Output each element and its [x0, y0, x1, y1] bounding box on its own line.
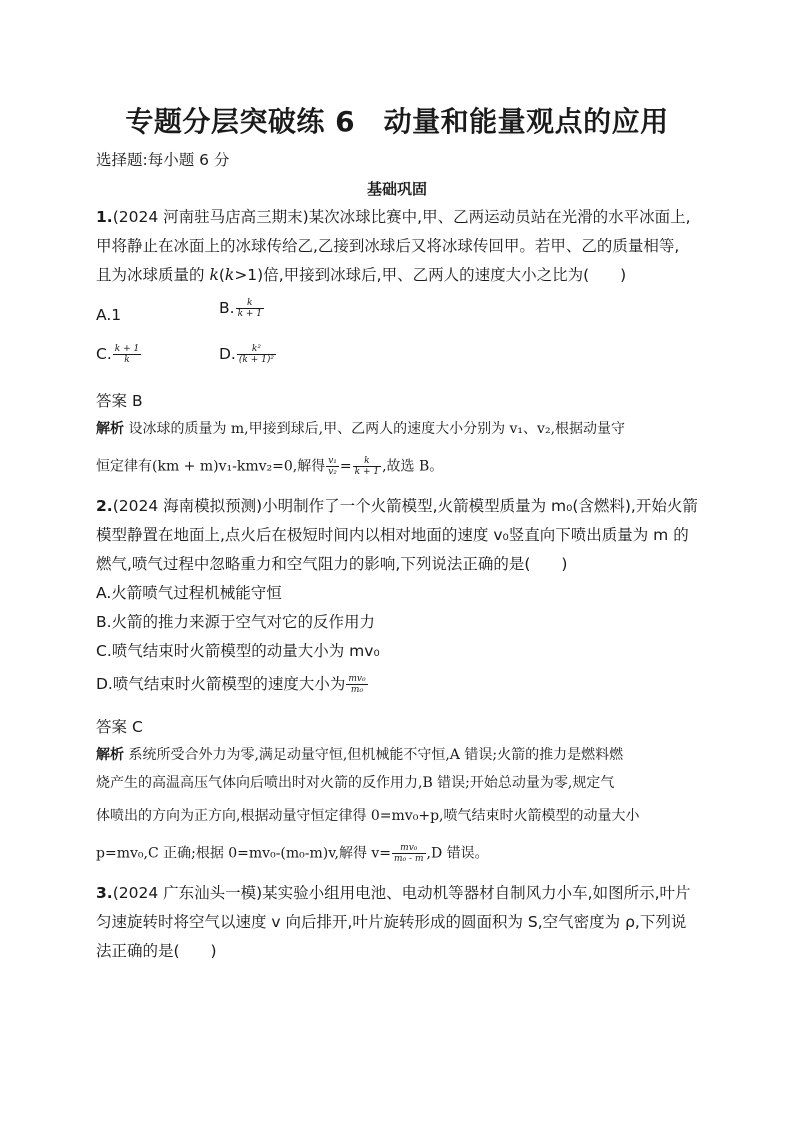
q1-solution-equals: =: [339, 458, 352, 475]
q1-solution-text-2a: 恒定律有(km + m)v₁-kmv₂=0,解得: [96, 458, 326, 475]
q2-solution-line1: [96, 745, 623, 765]
q2-option-c[interactable]: C.喷气结束时火箭模型的动量大小为 mv₀: [96, 642, 380, 660]
q1-solution-frac-den: v₂: [328, 467, 337, 477]
q1-option-b-fraction: [236, 298, 264, 319]
q1-solution-fraction-k: [353, 456, 381, 477]
q2-solution-fraction: [392, 843, 425, 864]
q1-text-1: (2024 河南驻马店高三期末)某次冰球比赛中,甲、乙两运动员站在光滑的水平冰面上,: [112, 208, 691, 226]
q1-option-d-label: D.: [219, 345, 236, 363]
q1-option-c-num: k + 1: [114, 344, 140, 354]
q1-option-b-label: B.: [219, 299, 235, 317]
q1-answer-label: 答案: [96, 392, 128, 410]
q2-option-d-fraction: [346, 674, 367, 695]
q3-number: 3.: [96, 884, 113, 902]
q1-option-d-fraction: [237, 344, 276, 365]
page-title: 专题分层突破练 6 动量和能量观点的应用: [125, 105, 669, 138]
q1-solution-label: 解析: [96, 421, 124, 437]
q1-option-d-num: k²: [237, 344, 276, 355]
q1-answer: [96, 391, 143, 411]
q1-solution-line2: [96, 456, 443, 477]
q1-option-b[interactable]: [219, 298, 265, 319]
q2-answer-label: 答案: [96, 718, 128, 736]
q1-option-b-den: k + 1: [237, 309, 263, 319]
q1-var-k: k: [209, 266, 219, 284]
q1-line3: [96, 265, 626, 285]
subtitle: 选择题:每小题 6 分: [96, 151, 230, 169]
q1-option-c-fraction: [113, 344, 141, 365]
q3-text-1: (2024 广东汕头一模)某实验小组用电池、电动机等器材自制风力小车,如图所示,叶片: [112, 884, 691, 902]
q3-line1: [96, 883, 691, 903]
q1-option-d[interactable]: [219, 344, 277, 365]
q2-option-d-num: mv₀: [348, 674, 366, 684]
q2-answer-value: C: [131, 718, 143, 736]
q1-text-3a: 且为冰球质量的: [96, 266, 210, 284]
q1-line2: 甲将静止在冰面上的冰球传给乙,乙接到冰球后又将冰球传回甲。若甲、乙的质量相等,: [96, 237, 680, 255]
q2-solution-line2: 烧产生的高温高压气体向后喷出时对火箭的反作用力,B 错误;开始总动量为零,规定气: [96, 775, 615, 791]
q1-option-d-den: (k + 1)²: [238, 355, 274, 365]
q1-option-b-num: k: [236, 298, 264, 309]
q1-solution-frac-num-2: k: [353, 456, 381, 467]
q2-solution-text-4b: ,D 错误。: [426, 845, 489, 862]
q2-solution-text-4a: p=mv₀,C 正确;根据 0=mv₀-(m₀-m)v,解得 v=: [96, 845, 392, 862]
q2-option-d-label: D.喷气结束时火箭模型的速度大小为: [96, 675, 346, 693]
section-heading: 基础巩固: [366, 180, 427, 198]
q1-solution-text-1: 设冰球的质量为 m,甲接到球后,甲、乙两人的速度大小分别为 v₁、v₂,根据动量守: [128, 421, 626, 437]
q1-option-c-label: C.: [96, 345, 112, 363]
q1-var-k2: k: [224, 266, 235, 284]
q2-option-b[interactable]: B.火箭的推力来源于空气对它的反作用力: [96, 613, 376, 631]
q1-solution-frac-num: v₁: [328, 456, 337, 466]
q2-solution-frac-den: m₀ - m: [394, 854, 424, 864]
q2-line3: 燃气,喷气过程中忽略重力和空气阻力的影响,下列说法正确的是( ): [96, 555, 568, 573]
q1-answer-value: B: [131, 392, 143, 410]
q1-solution-line1: [96, 419, 625, 439]
q2-solution-text-1: 系统所受合外力为零,满足动量守恒,但机械能不守恒,A 错误;火箭的推力是燃料燃: [128, 747, 624, 763]
q1-option-c[interactable]: [96, 344, 142, 365]
q2-option-d[interactable]: [96, 674, 369, 695]
q1-solution-frac-den-2: k + 1: [354, 467, 380, 477]
q1-option-c-den: k: [124, 355, 130, 365]
q2-number: 2.: [96, 497, 113, 515]
q2-line1: [96, 496, 698, 516]
q3-line3: 法正确的是( ): [96, 942, 217, 960]
q2-solution-line4: [96, 843, 489, 864]
q2-solution-label: 解析: [96, 747, 124, 763]
q3-line2: 匀速旋转时将空气以速度 v 向后排开,叶片旋转形成的圆面积为 S,空气密度为 ρ,下列说: [96, 913, 687, 931]
q1-solution-text-2c: ,故选 B。: [382, 458, 444, 475]
q2-line2: 模型静置在地面上,点火后在极短时间内以相对地面的速度 v₀竖直向下喷出质量为 m 的: [96, 526, 689, 544]
q2-answer: [96, 717, 143, 737]
q2-solution-line3: 体喷出的方向为正方向,根据动量守恒定律得 0=mv₀+p,喷气结束时火箭模型的动量大小: [96, 808, 640, 824]
q1-number: 1.: [96, 208, 113, 226]
q1-text-3b: (: [218, 266, 225, 284]
q1-option-a[interactable]: A.1: [96, 306, 122, 324]
q2-option-a[interactable]: A.火箭喷气过程机械能守恒: [96, 584, 282, 602]
q2-option-d-den: m₀: [350, 685, 364, 695]
q1-line1: [96, 207, 691, 227]
q1-solution-fraction-v: [326, 456, 339, 477]
q1-text-3d: >1)倍,甲接到冰球后,甲、乙两人的速度大小之比为( ): [234, 266, 627, 284]
q2-text-1: (2024 海南模拟预测)小明制作了一个火箭模型,火箭模型质量为 m₀(含燃料),开始火箭: [112, 497, 698, 515]
q2-solution-frac-num: mv₀: [392, 843, 425, 854]
